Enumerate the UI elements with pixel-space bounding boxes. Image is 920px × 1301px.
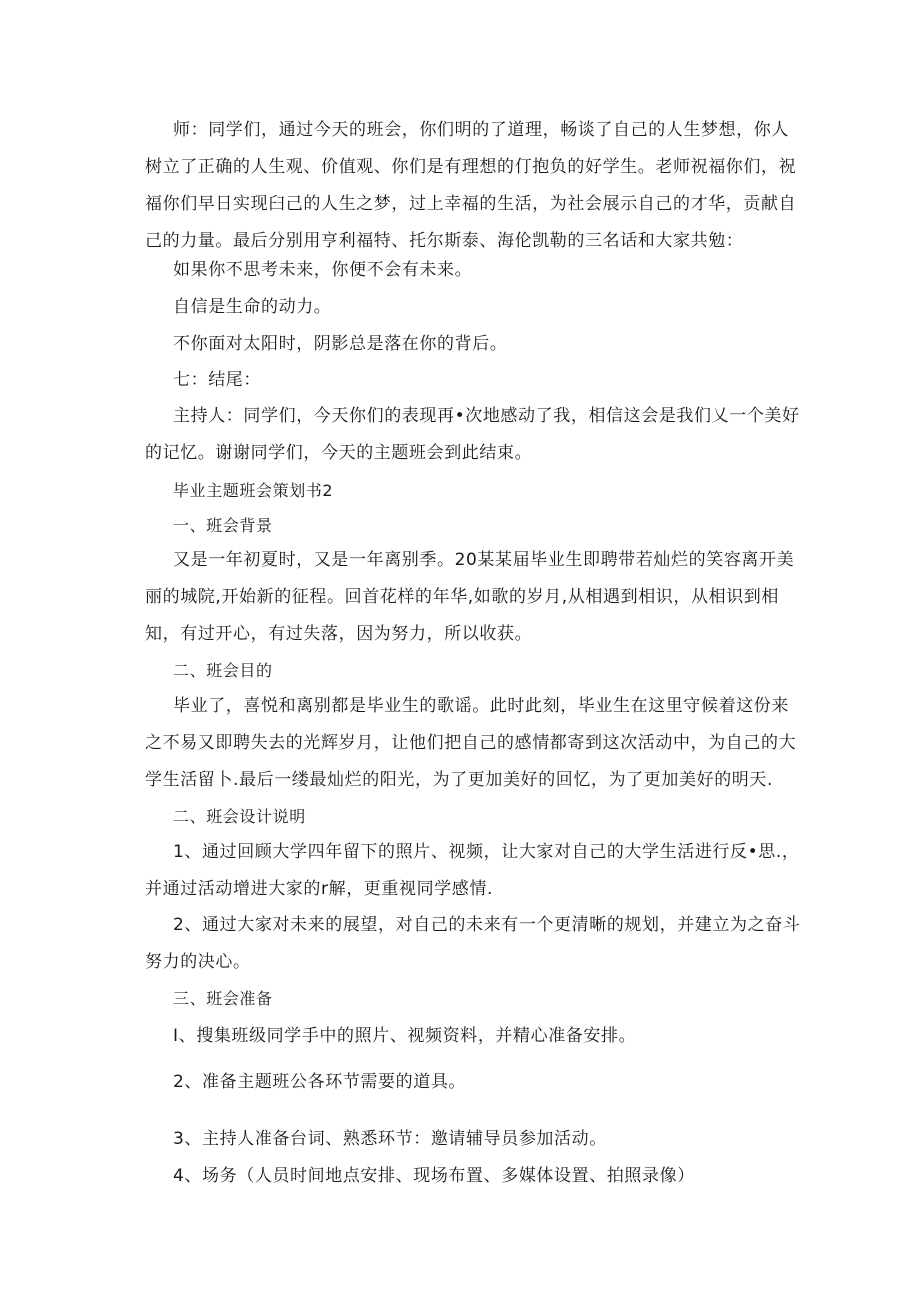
list-item-prep-2	[173, 1064, 783, 1101]
paragraph-background	[145, 542, 795, 653]
paragraph-design-1	[145, 834, 800, 908]
section-heading-design	[173, 798, 783, 835]
text-line: 毕业了，喜悦和离别都是毕业生的歌谣。此时此刻，毕业生在这里守候着这份来	[173, 696, 789, 716]
text-line: 主持人：同学们，今天你们的表现再•次地感动了我，相信这会是我们乂一个美好	[173, 406, 800, 426]
text-line: 1、通过回顾大学四年留下的照片、视频，让大家对自己的大学生活进行反•思.，	[173, 842, 800, 862]
text-line: 二、班会设计说明	[173, 807, 306, 826]
section-heading-background	[173, 507, 783, 544]
paragraph-quote-1	[173, 252, 783, 289]
text-line: 七：结尾：	[173, 370, 261, 390]
text-line: 4、场务（人员时间地点安排、现场布置、多媒体设置、拍照录像）	[173, 1166, 695, 1186]
text-line: 努力的决心。	[145, 952, 251, 972]
paragraph-quote-2	[173, 289, 783, 326]
paragraph-teacher-speech	[145, 112, 797, 260]
text-line: 2、准备主题班公各环节需要的道具。	[173, 1072, 467, 1092]
section-heading-ending	[173, 362, 783, 399]
section-heading-preparation	[173, 980, 783, 1017]
text-line: 师：同学们，通过今天的班会，你们明的了道理，畅谈了自己的人生梦想，你人	[173, 120, 789, 140]
text-line: 毕业主题班会策划书2	[173, 481, 334, 500]
text-line: 的记忆。谢谢同学们，今天的主题班会到此结束。	[145, 443, 533, 463]
text-line: 如果你不思考未来，你便不会有未来。	[173, 260, 473, 280]
text-line: 己的力量。最后分别用亨利福特、托尔斯泰、海伦凯勒的三名话和大家共勉：	[145, 231, 744, 251]
text-line: 学生活留卜.最后一缕最灿烂的阳光，为了更加美好的回忆，为了更加美好的明天.	[145, 770, 774, 790]
paragraph-purpose	[145, 688, 797, 799]
text-line: 三、班会准备	[173, 989, 273, 1008]
text-line: 3、主持人准备台词、熟悉环节：邀请辅导员参加活动。	[173, 1129, 607, 1149]
text-line: 自信是生命的动力。	[173, 297, 332, 317]
list-item-prep-4	[173, 1158, 783, 1195]
text-line: 一、班会背景	[173, 516, 273, 535]
text-line: 之不易又即聘失去的光辉岁月，让他们把自己的感情都寄到这次活动中，为自己的大	[145, 733, 797, 753]
paragraph-host-closing	[145, 398, 800, 472]
text-line: 二、班会目的	[173, 661, 273, 680]
text-line: 知，有过开心，有过失落，因为努力，所以收获。	[145, 624, 533, 644]
text-line: 丽的城院,开始新的征程。回首花样的年华,如歌的岁月,从相遇到相识，从相识到相	[145, 587, 780, 607]
text-line: 2、通过大家对未来的展望，对自己的未来有一个更清晰的规划，并建立为之奋斗	[173, 915, 801, 935]
paragraph-quote-3	[173, 326, 783, 363]
text-line: 福你们早日实现臼己的人生之梦，过上幸福的生活，为社会展示自己的才华，贡献自	[145, 194, 797, 214]
list-item-prep-3	[173, 1121, 783, 1158]
list-item-prep-1	[173, 1018, 783, 1055]
text-line: I、搜集班级同学手中的照片、视频资料，并精心准备安排。	[173, 1026, 637, 1046]
text-line: 又是一年初夏时，又是一年离别季。20某某届毕业生即聘带若灿烂的笑容离开美	[173, 550, 795, 570]
document-title-2	[173, 472, 783, 509]
text-line: 不你面对太阳时，阴影总是落在你的背后。	[173, 334, 508, 354]
text-line: 并通过活动增进大家的r解，更重视同学感情.	[145, 879, 493, 899]
section-heading-purpose	[173, 652, 783, 689]
paragraph-design-2	[145, 907, 801, 981]
text-line: 树立了正确的人生观、价值观、你们是有理想的仃抱负的好学生。老师祝福你们，祝	[145, 157, 797, 177]
